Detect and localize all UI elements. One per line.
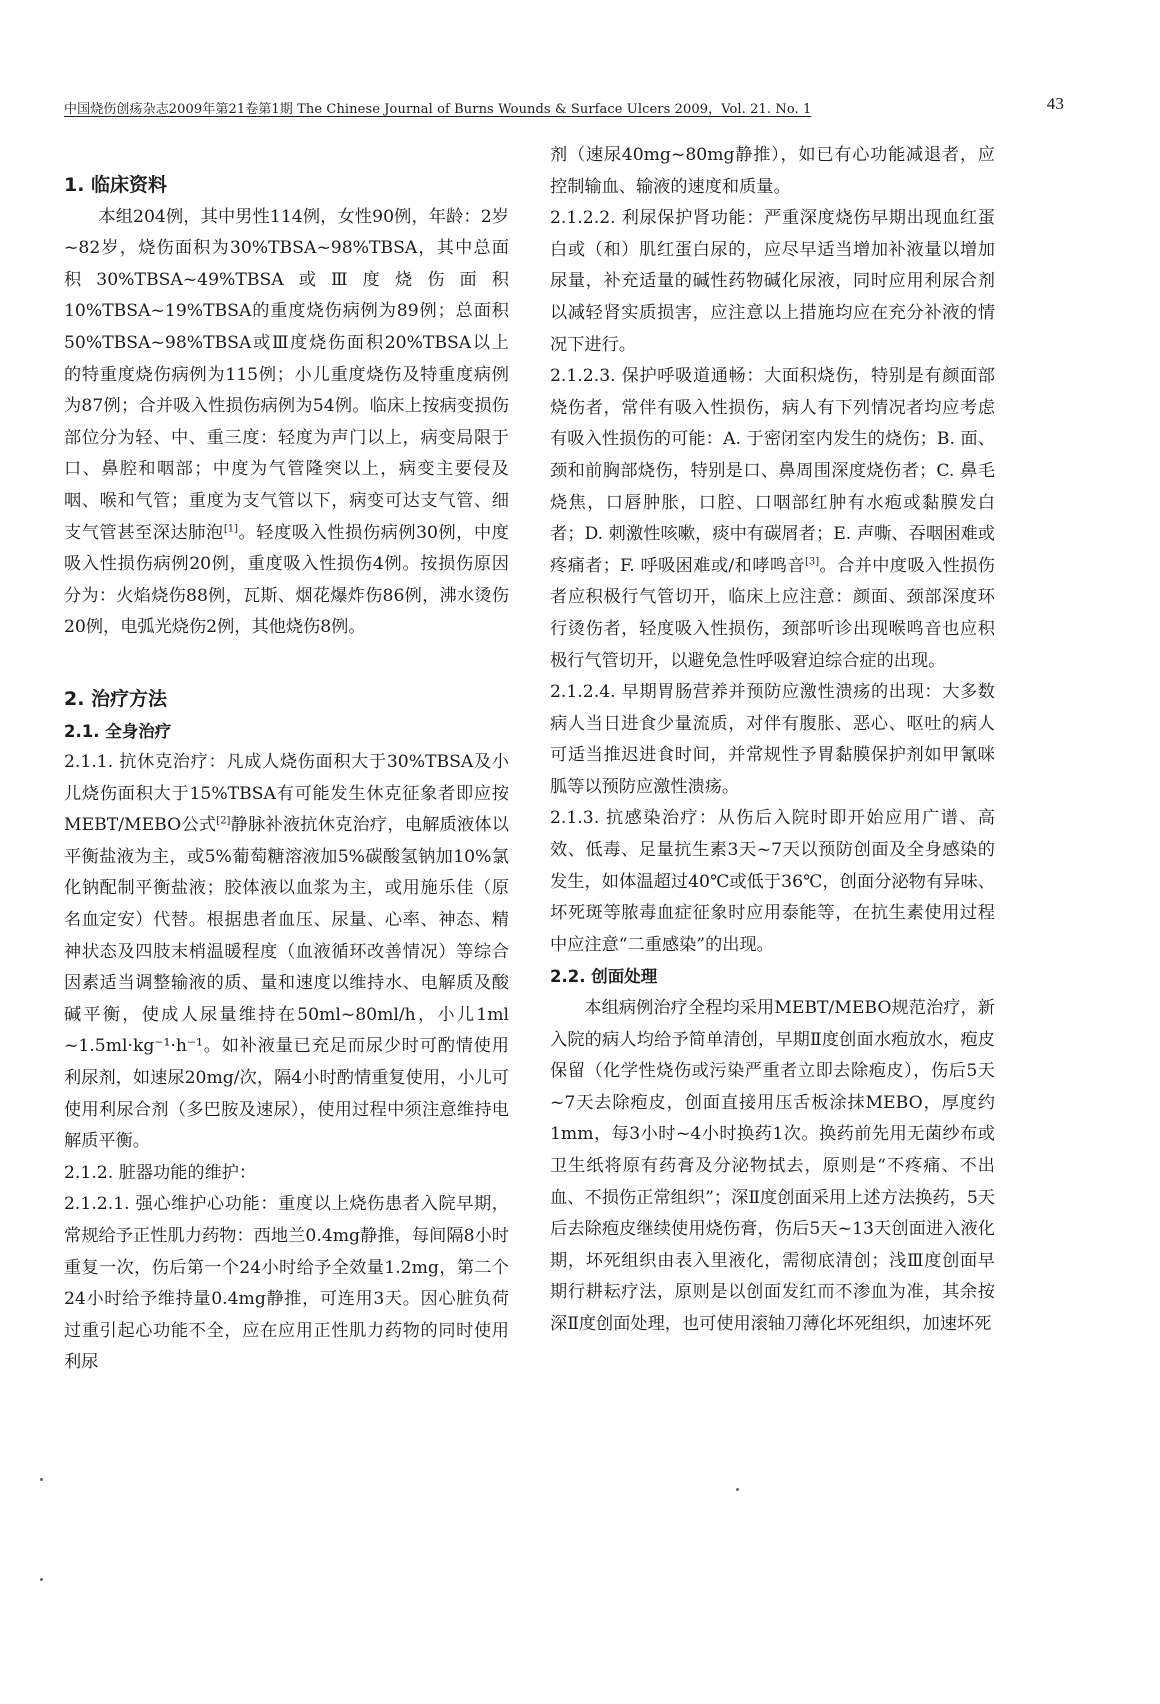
page-number: 43 bbox=[1046, 94, 1064, 113]
running-header bbox=[64, 94, 1064, 120]
clinical-data-paragraph bbox=[64, 202, 509, 644]
journal-citation: 中国烧伤创疡杂志2009年第21卷第1期 The Chinese Journal of Burns Wounds & Surface Ulcers 2009，Vol. 21. No. 1 bbox=[64, 102, 812, 117]
paragraph-2-1-2: 2.1.2. 脏器功能的维护： bbox=[64, 1162, 257, 1183]
paragraph-2-1-2-3-text-a: 2.1.2.3. 保护呼吸道通畅：大面积烧伤，特别是有颜面部烧伤者，常伴有吸入性损伤，病人有下列情况者均应考虑有吸入性损伤的可能：A. 于密闭室内发生的烧伤；B. 面、颈和前胸部烧伤，特别是口、鼻周围深度烧伤者；C. 鼻毛烧焦，口唇肿胀，口腔、口咽部红肿有水疱或黏膜发白者；D. 刺激性咳嗽，痰中有碳屑者；E. 声嘶、吞咽困难或疼痛者；F. 呼吸困难或/和哮鸣音 bbox=[550, 366, 995, 576]
section-2-2-title: 2.2. 创面处理 bbox=[550, 967, 658, 987]
paragraph-2-1-1 bbox=[64, 747, 509, 1158]
right-column bbox=[550, 140, 995, 1341]
continued-text: 剂（速尿40mg~80mg静推），如已有心功能减退者，应控制输血、输液的速度和质量。 bbox=[550, 145, 995, 197]
paragraph-2-1-2-1: 2.1.2.1. 强心维护心功能：重度以上烧伤患者入院早期，常规给予正性肌力药物：西地兰0.4mg静推，每间隔8小时重复一次，伤后第一个24小时给予全效量1.2mg，第二个24小时给予维持量0.4mg静推，可连用3天。因心脏负荷过重引起心功能不全，应在应用正性肌力药物的同时使用利尿 bbox=[64, 1194, 509, 1373]
clinical-data-text-a: 本组204例，其中男性114例，女性90例，年龄：2岁~82岁，烧伤面积为30%TBSA~98%TBSA，其中总面积30%TBSA~49%TBSA或Ⅲ度烧伤面积10%TBSA~19%TBSA的重度烧伤病例为89例；总面积50%TBSA~98%TBSA或Ⅲ度烧伤面积20%TBSA以上的特重度烧伤病例为115例；小儿重度烧伤及特重度病例为87例；合并吸入性损伤病例为54例。临床上按病变损伤部位分为轻、中、重三度：轻度为声门以上，病变局限于口、鼻腔和咽部；中度为气管隆突以上，病变主要侵及咽、喉和气管；重度为支气管以下，病变可达支气管、细支气管甚至深达肺泡 bbox=[64, 206, 509, 543]
left-column bbox=[64, 140, 509, 1379]
scan-speck bbox=[40, 1478, 43, 1481]
paragraph-2-1-2-3-text-b: 。合并中度吸入性损伤者应积极行气管切开，临床上应注意：颜面、颈部深度环行烫伤者，轻度吸入性损伤，颈部听诊出现喉鸣音也应积极行气管切开，以避免急性呼吸窘迫综合症的出现。 bbox=[550, 555, 995, 671]
paragraph-2-1-2-3 bbox=[550, 361, 995, 677]
paragraph-2-1-2-2: 2.1.2.2. 利尿保护肾功能：严重深度烧伤早期出现血红蛋白或（和）肌红蛋白尿的，应尽早适当增加补液量以增加尿量，补充适量的碱性药物碱化尿液，同时应用利尿合剂以减轻肾实质损害，应注意以上措施均应在充分补液的情况下进行。 bbox=[550, 208, 995, 355]
scan-speck bbox=[40, 1578, 43, 1581]
section-2-title: 2. 治疗方法 bbox=[64, 687, 168, 710]
clinical-data-text-b: 。轻度吸入性损伤病例30例，中度吸入性损伤病例20例，重度吸入性损伤4例。按损伤原因分为：火焰烧伤88例，瓦斯、烟花爆炸伤86例，沸水烫伤20例，电弧光烧伤2例，其他烧伤8例。 bbox=[64, 522, 509, 638]
paragraph-2-1-1-text-a: 2.1.1. 抗休克治疗：凡成人烧伤面积大于30%TBSA及小儿烧伤面积大于15%TBSA有可能发生休克征象者即应按MEBT/MEBO公式 bbox=[64, 752, 509, 836]
citation-1: [1] bbox=[223, 522, 238, 534]
paragraph-2-1-3: 2.1.3. 抗感染治疗：从伤后入院时即开始应用广谱、高效、低毒、足量抗生素3天~7天以预防创面及全身感染的发生，如体温超过40℃或低于36℃，创面分泌物有异味、坏死斑等脓毒血症征象时应用泰能等，在抗生素使用过程中应注意“二重感染”的出现。 bbox=[550, 808, 995, 955]
scan-speck bbox=[736, 1488, 739, 1491]
paragraph-2-1-1-text-b: 静脉补液抗休克治疗，电解质液体以平衡盐液为主，或5%葡萄糖溶液加5%碳酸氢钠加10%氯化钠配制平衡盐液；胶体液以血浆为主，或用施乐佳（原名血定安）代替。根据患者血压、尿量、心率、神态、精神状态及四肢末梢温暖程度（血液循环改善情况）等综合因素适当调整输液的质、量和速度以维持水、电解质及酸碱平衡，使成人尿量维持在50ml~80ml/h，小儿1ml ~1.5ml·kg⁻¹·h⁻¹。如补液量已充足而尿少时可酌情使用利尿剂，如速尿20mg/次，隔4小时酌情重复使用，小儿可使用利尿合剂（多巴胺及速尿），使用过程中须注意维持电解质平衡。 bbox=[64, 815, 509, 1152]
section-1-title: 1. 临床资料 bbox=[64, 174, 168, 196]
citation-2: [2] bbox=[216, 815, 231, 827]
citation-3: [3] bbox=[804, 555, 820, 567]
paragraph-2-2: 本组病例治疗全程均采用MEBT/MEBO规范治疗，新入院的病人均给予简单清创，早期Ⅱ度创面水疱放水，疱皮保留（化学性烧伤或污染严重者立即去除疱皮），伤后5天~7天去除疱皮，创面直接用压舌板涂抹MEBO，厚度约1mm，每3小时~4小时换药1次。换药前先用无菌纱布或卫生纸将原有药膏及分泌物拭去，原则是“不疼痛、不出血、不损伤正常组织”；深Ⅱ度创面采用上述方法换药，5天后去除疱皮继续使用烧伤膏，伤后5天~13天创面进入液化期，坏死组织由表入里液化，需彻底清创；浅Ⅲ度创面早期行耕耘疗法，原则是以创面发红而不渗血为准，其余按深Ⅱ度创面处理，也可使用滚轴刀薄化坏死组织，加速坏死 bbox=[550, 998, 995, 1334]
paragraph-2-1-2-4: 2.1.2.4. 早期胃肠营养并预防应激性溃疡的出现：大多数病人当日进食少量流质，对伴有腹胀、恶心、呕吐的病人可适当推迟进食时间，并常规性予胃黏膜保护剂如甲氰咪胍等以预防应激性溃疡。 bbox=[550, 682, 995, 797]
section-2-1-title: 2.1. 全身治疗 bbox=[64, 721, 172, 741]
